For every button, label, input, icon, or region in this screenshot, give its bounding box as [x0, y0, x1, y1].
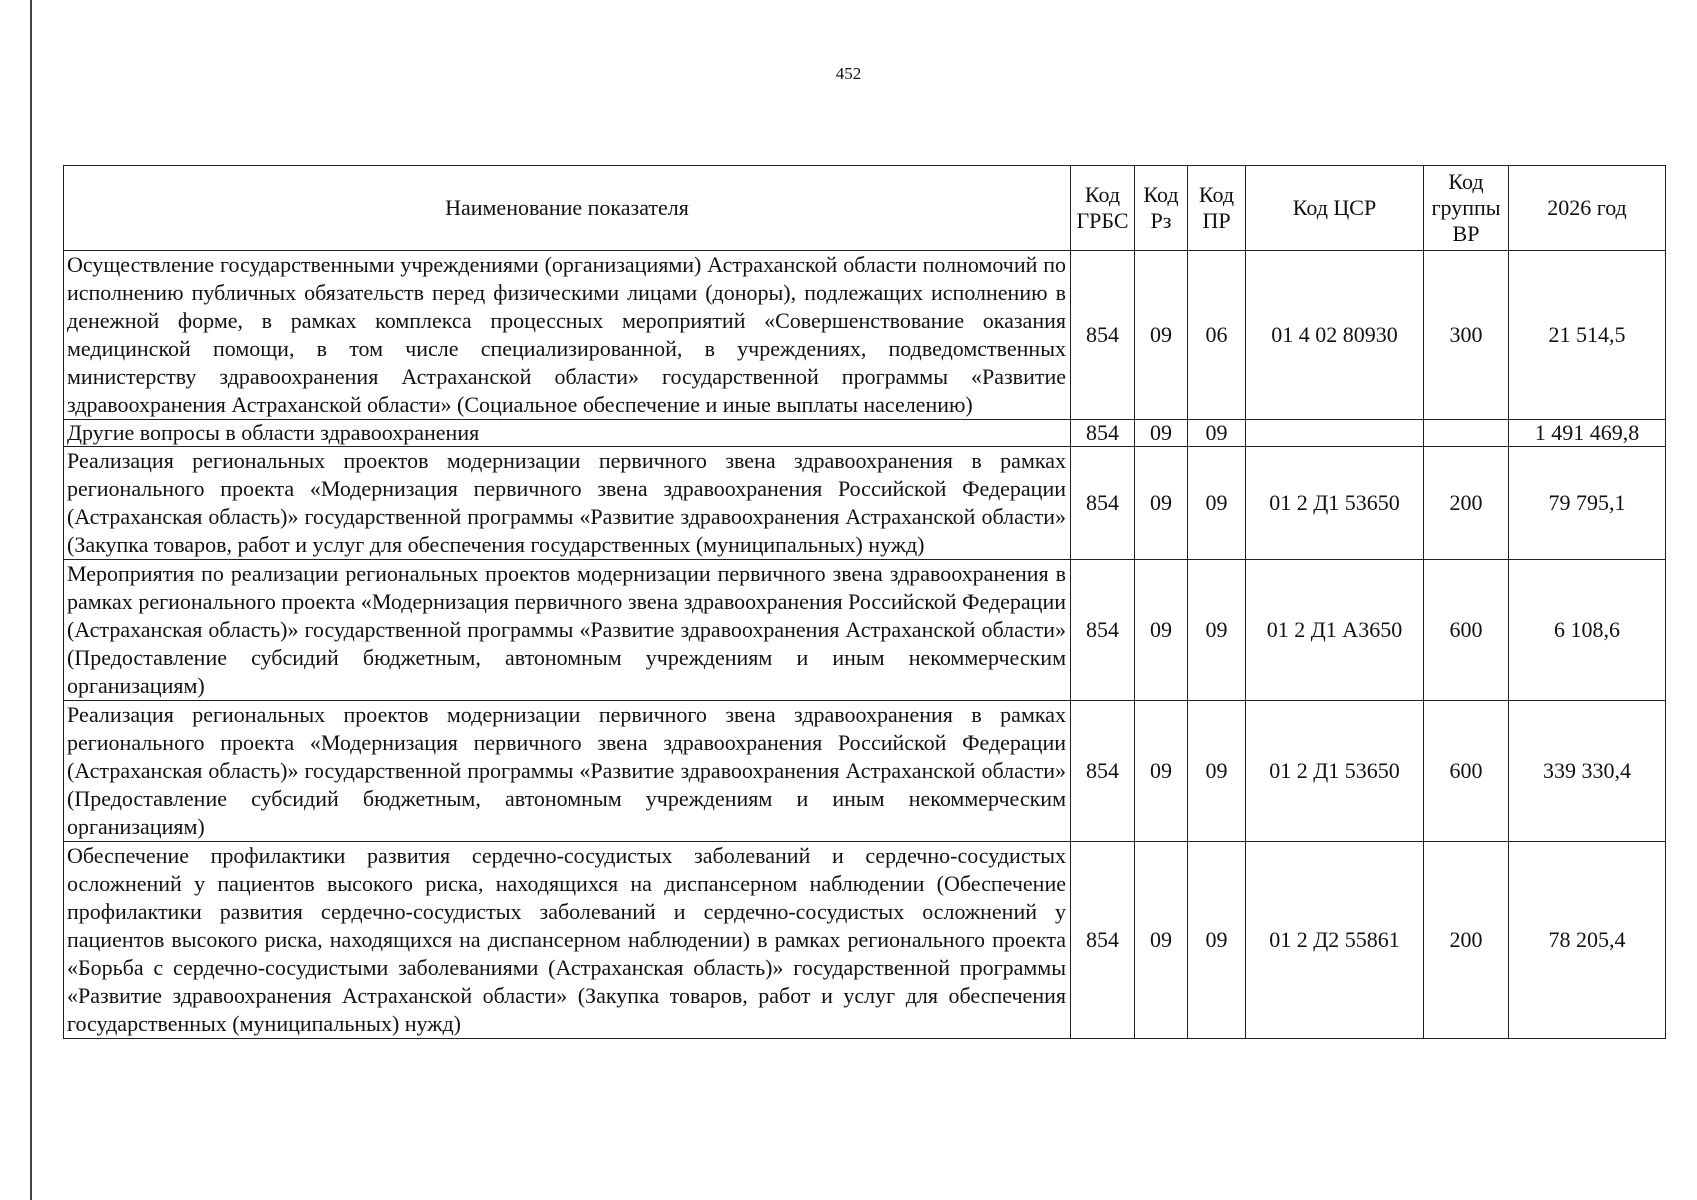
row-rz: 09	[1135, 420, 1188, 447]
row-pr: 06	[1188, 251, 1246, 420]
row-pr: 09	[1188, 420, 1246, 447]
row-name: Мероприятия по реализации региональных проектов модернизации первичного звена здравоохранения в рамках регионального проекта «Модернизация первичного звена здравоохранения Российской Федерации (Астраханская область)» государственной программы «Развитие здравоохранения Астраханской области» (Предоставление субсидий бюджетным, автономным учреждениям и иным некоммерческим организациям)	[64, 560, 1071, 701]
row-amount: 79 795,1	[1509, 447, 1666, 560]
table-row	[64, 701, 1666, 842]
row-grbs: 854	[1071, 447, 1135, 560]
table-row	[64, 420, 1666, 447]
row-name: Другие вопросы в области здравоохранения	[64, 420, 1071, 447]
row-rz: 09	[1135, 447, 1188, 560]
row-grbs: 854	[1071, 251, 1135, 420]
table-header-row	[64, 166, 1666, 251]
row-vr: 200	[1424, 842, 1509, 1039]
row-amount: 339 330,4	[1509, 701, 1666, 842]
row-csr: 01 2 Д2 55861	[1246, 842, 1424, 1039]
row-amount: 6 108,6	[1509, 560, 1666, 701]
row-grbs: 854	[1071, 701, 1135, 842]
table-row	[64, 251, 1666, 420]
row-rz: 09	[1135, 251, 1188, 420]
page-number: 452	[835, 64, 862, 83]
row-name: Осуществление государственными учреждениями (организациями) Астраханской области полномочий по исполнению публичных обязательств перед физическими лицами (доноры), подлежащих исполнению в денежной форме, в рамках комплекса процессных мероприятий «Совершенствование оказания медицинской помощи, в том числе специализированной, в учреждениях, подведомственных министерству здравоохранения Астраханской области» государственной программы «Развитие здравоохранения Астраханской области» (Социальное обеспечение и иные выплаты населению)	[64, 251, 1071, 420]
binding-line	[30, 0, 32, 1200]
header-rz: Код Рз	[1135, 166, 1188, 251]
row-csr: 01 2 Д1 53650	[1246, 447, 1424, 560]
row-rz: 09	[1135, 842, 1188, 1039]
row-pr: 09	[1188, 560, 1246, 701]
row-vr: 200	[1424, 447, 1509, 560]
header-vr: Код группы ВР	[1424, 166, 1509, 251]
table-row	[64, 560, 1666, 701]
row-grbs: 854	[1071, 420, 1135, 447]
row-csr	[1246, 420, 1424, 447]
row-pr: 09	[1188, 842, 1246, 1039]
header-grbs: Код ГРБС	[1071, 166, 1135, 251]
row-pr: 09	[1188, 701, 1246, 842]
row-vr: 600	[1424, 701, 1509, 842]
row-name: Обеспечение профилактики развития сердечно-сосудистых заболеваний и сердечно-сосудистых осложнений у пациентов высокого риска, находящихся на диспансерном наблюдении (Обеспечение профилактики развития сердечно-сосудистых заболеваний и сердечно-сосудистых осложнений у пациентов высокого риска, находящихся на диспансерном наблюдении) в рамках регионального проекта «Борьба с сердечно-сосудистыми заболеваниями (Астраханская область)» государственной программы «Развитие здравоохранения Астраханской области» (Закупка товаров, работ и услуг для обеспечения государственных (муниципальных) нужд)	[64, 842, 1071, 1039]
row-amount: 78 205,4	[1509, 842, 1666, 1039]
budget-table	[63, 165, 1666, 1039]
row-name: Реализация региональных проектов модернизации первичного звена здравоохранения в рамках регионального проекта «Модернизация первичного звена здравоохранения Российской Федерации (Астраханская область)» государственной программы «Развитие здравоохранения Астраханской области» (Закупка товаров, работ и услуг для обеспечения государственных (муниципальных) нужд)	[64, 447, 1071, 560]
header-pr: Код ПР	[1188, 166, 1246, 251]
row-rz: 09	[1135, 701, 1188, 842]
row-vr	[1424, 420, 1509, 447]
header-name: Наименование показателя	[64, 166, 1071, 251]
row-csr: 01 4 02 80930	[1246, 251, 1424, 420]
row-grbs: 854	[1071, 842, 1135, 1039]
row-pr: 09	[1188, 447, 1246, 560]
row-amount: 21 514,5	[1509, 251, 1666, 420]
table-row	[64, 447, 1666, 560]
row-amount: 1 491 469,8	[1509, 420, 1666, 447]
row-vr: 300	[1424, 251, 1509, 420]
row-grbs: 854	[1071, 560, 1135, 701]
row-name: Реализация региональных проектов модернизации первичного звена здравоохранения в рамках регионального проекта «Модернизация первичного звена здравоохранения Российской Федерации (Астраханская область)» государственной программы «Развитие здравоохранения Астраханской области» (Предоставление субсидий бюджетным, автономным учреждениям и иным некоммерческим организациям)	[64, 701, 1071, 842]
row-vr: 600	[1424, 560, 1509, 701]
header-csr: Код ЦСР	[1246, 166, 1424, 251]
table-row	[64, 842, 1666, 1039]
header-year: 2026 год	[1509, 166, 1666, 251]
row-csr: 01 2 Д1 А3650	[1246, 560, 1424, 701]
row-rz: 09	[1135, 560, 1188, 701]
row-csr: 01 2 Д1 53650	[1246, 701, 1424, 842]
